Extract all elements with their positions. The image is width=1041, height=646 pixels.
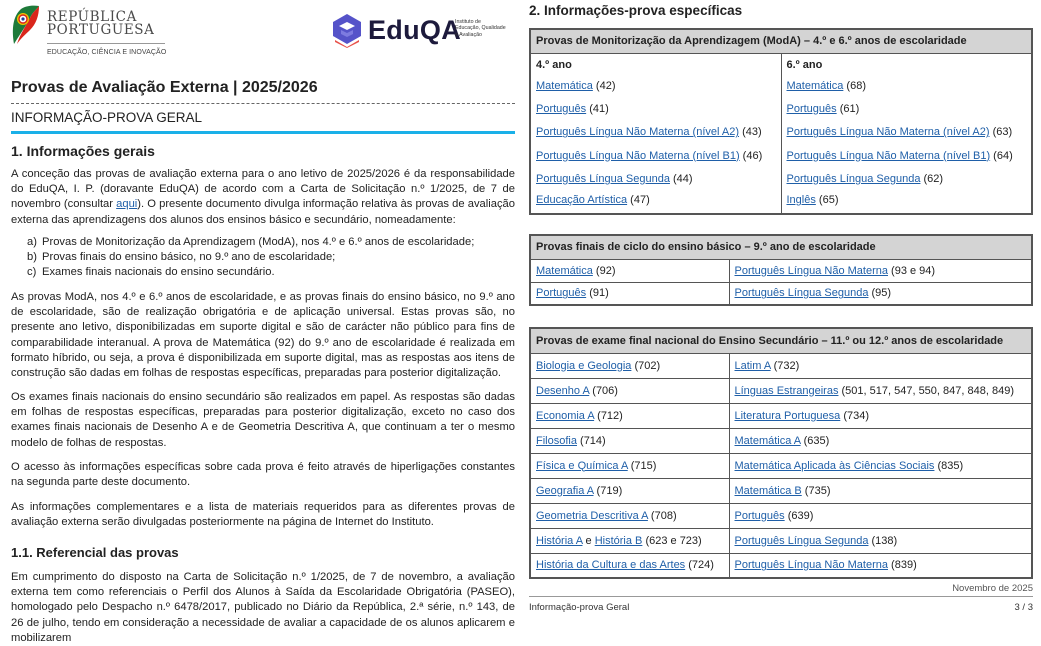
list-item xyxy=(27,265,517,280)
exam-code: (43) xyxy=(739,126,762,139)
exam-code: (735) xyxy=(801,484,831,497)
document-subtitle: INFORMAÇÃO-PROVA GERAL xyxy=(11,110,203,125)
complementary-paragraph: As informações complementares e a lista de materiais requeridos para as diferentes provas de avaliação externa serão divulgadas posteriormente na página de Internet do Instituto. xyxy=(11,501,515,529)
exam-link[interactable]: Português Língua Segunda xyxy=(536,172,670,185)
exam-link[interactable]: Matemática A xyxy=(734,434,801,447)
exam-link[interactable]: Português xyxy=(786,102,837,115)
intro-paragraph xyxy=(11,167,515,228)
exam-link[interactable]: Matemática xyxy=(786,79,844,92)
exam-link[interactable]: Português xyxy=(536,287,587,300)
footer-document-name: Informação-prova Geral xyxy=(529,602,630,613)
list-item xyxy=(27,250,517,265)
table-cell xyxy=(729,478,1032,503)
eduqa-sub-1: Instituto de xyxy=(455,19,481,25)
exam-code: (719) xyxy=(593,484,623,497)
exam-code: (702) xyxy=(631,359,661,372)
ministry-name: EDUCAÇÃO, CIÊNCIA E INOVAÇÃO xyxy=(47,49,167,56)
basico-table xyxy=(529,234,1033,306)
exam-code: (623 e 723) xyxy=(642,534,702,547)
document-title: Provas de Avaliação Externa | 2025/2026 xyxy=(11,79,318,96)
table-cell xyxy=(530,453,729,478)
table-cell xyxy=(729,553,1032,578)
list-text: Exames finais nacionais do ensino secundário. xyxy=(42,266,275,279)
table-row xyxy=(530,403,1032,428)
access-paragraph: O acesso às informações específicas sobre cada prova é feito através de hiperligações constantes na segunda parte deste documento. xyxy=(11,461,515,489)
table-cell xyxy=(530,190,781,213)
exam-code: (839) xyxy=(888,559,917,572)
intro-text-a: A conceção das provas de avaliação externa para o ano letivo de 2025/2026 é da responsabilidade do EduQA, I. P. (doravante EduQA) de acordo com a Carta de Solicitação n.º 1/2025, de 7 de novembro (consultar xyxy=(11,168,515,211)
table-cell xyxy=(530,282,729,305)
exam-code: (835) xyxy=(934,459,964,472)
exam-link[interactable]: Latim A xyxy=(734,359,771,372)
table-cell xyxy=(729,453,1032,478)
eduqa-wordmark xyxy=(368,15,461,46)
table-cell xyxy=(530,503,729,528)
eduqa-word-a: EduQ xyxy=(368,15,442,45)
logo-line-2: PORTUGUESA xyxy=(47,22,155,38)
table-row xyxy=(530,121,1032,144)
exam-link[interactable]: Inglês xyxy=(786,194,816,207)
exam-code: (712) xyxy=(594,409,623,422)
exam-link[interactable]: Geometria Descritiva A xyxy=(536,509,648,522)
moda-table xyxy=(529,28,1033,215)
table-cell xyxy=(530,144,781,167)
exam-code: (501, 517, 547, 550, 847, 848, 849) xyxy=(838,384,1014,397)
exam-code: (44) xyxy=(669,172,693,185)
exam-code: (64) xyxy=(990,149,1013,162)
dashed-divider xyxy=(11,103,515,104)
exam-code: (715) xyxy=(627,459,657,472)
footer-divider xyxy=(529,596,1033,597)
section-1-heading: 1. Informações gerais xyxy=(11,143,155,159)
table-row xyxy=(530,167,1032,190)
intro-text-b: ). O presente documento divulga informação relativa às provas de avaliação externa das aprendizagens dos alunos dos ensinos básico e secundário, nomeadamente: xyxy=(11,198,515,226)
table-row xyxy=(530,503,1032,528)
logo-line-1: REPÚBLICA xyxy=(47,9,137,25)
table-cell xyxy=(530,97,781,120)
list-marker: b) xyxy=(27,251,37,264)
exam-link[interactable]: Literatura Portuguesa xyxy=(734,409,841,422)
exam-link[interactable]: Matemática xyxy=(536,264,593,277)
exam-code: (95) xyxy=(868,287,892,300)
table-row xyxy=(530,453,1032,478)
table-row xyxy=(530,259,1032,282)
table-cell xyxy=(781,74,1032,97)
exam-code: (635) xyxy=(800,434,830,447)
table-cell xyxy=(729,259,1032,282)
table-cell xyxy=(530,428,729,453)
table-cell xyxy=(530,403,729,428)
republica-portuguesa-logo xyxy=(10,2,170,60)
secundario-paragraph: Os exames finais nacionais do ensino secundário são realizados em papel. As respostas são dadas em folhas de respostas específicas, preparadas para posterior digitalização, exceto no caso dos exames finais nacionais de Desenho A e de Geometria Descritiva A, que continuam a ter o mesmo modelo de folhas de respostas. xyxy=(11,391,515,449)
table-cell xyxy=(729,428,1032,453)
table-row xyxy=(530,478,1032,503)
footer-date: Novembro de 2025 xyxy=(952,583,1033,594)
eduqa-graduation-cap-icon xyxy=(331,12,363,48)
table-cell xyxy=(530,74,781,97)
logo-divider xyxy=(47,43,165,44)
exam-code: (708) xyxy=(647,509,677,522)
exam-code: (68) xyxy=(843,79,866,92)
exam-code: (724) xyxy=(685,559,714,572)
exam-link[interactable]: Matemática Aplicada às Ciências Sociais xyxy=(734,459,935,472)
table-row xyxy=(530,144,1032,167)
eduqa-logo xyxy=(331,12,521,48)
list-text: Provas finais do ensino básico, no 9.º ano de escolaridade; xyxy=(42,251,336,264)
exam-link[interactable]: Biologia e Geologia xyxy=(536,359,632,372)
exam-link[interactable]: Matemática xyxy=(536,79,593,92)
moda-table-title: Provas de Monitorização da Aprendizagem (ModA) – 4.º e 6.º anos de escolaridade xyxy=(530,29,1032,53)
exam-code: (65) xyxy=(815,194,839,207)
table-row xyxy=(530,553,1032,578)
table-cell xyxy=(781,121,1032,144)
list-item xyxy=(27,235,517,250)
section-1-1-heading: 1.1. Referencial das provas xyxy=(11,545,179,560)
table-cell xyxy=(781,144,1032,167)
table-cell xyxy=(530,553,729,578)
table-row xyxy=(530,353,1032,378)
exam-link[interactable]: Português Língua Não Materna (nível A2) xyxy=(786,126,990,139)
list-marker: c) xyxy=(27,266,37,279)
eduqa-sub-2: Educação, Qualidade xyxy=(455,25,506,32)
exam-code: (61) xyxy=(836,102,860,115)
exam-link[interactable]: História B xyxy=(594,534,643,547)
exam-link[interactable]: Português Língua Segunda xyxy=(786,172,921,185)
exam-type-list xyxy=(27,235,517,281)
table-row xyxy=(530,378,1032,403)
list-text: Provas de Monitorização da Aprendizagem (ModA), nos 4.º e 6.º anos de escolaridade; xyxy=(42,236,475,248)
table-cell xyxy=(729,378,1032,403)
table-cell xyxy=(530,528,729,553)
exam-link[interactable]: História da Cultura e das Artes xyxy=(536,559,686,572)
page-number: 3 / 3 xyxy=(1014,602,1033,613)
moda-paragraph: As provas ModA, nos 4.º e 6.º anos de escolaridade, e as provas finais do ensino básico, no 9.º ano de escolaridade, são de realização obrigatória e de aplicação universal. Estas provas são, no presente ano letivo, disponibilizadas em suporte digital e são de carácter não público para fins de comparabilidade interanual. A prova de Matemática (92) do 9.º ano de escolaridade é realizada em formato híbrido, ou seja, a prova é disponibilizada em suporte digital, mas as respostas aos itens de construção são dadas em folhas de respostas específicas, preparadas para posterior digitalização. xyxy=(11,291,515,380)
exam-link[interactable]: Português Língua Segunda xyxy=(734,534,869,547)
table-cell xyxy=(781,190,1032,213)
eduqa-word-b: A xyxy=(441,15,462,45)
exam-link[interactable]: Línguas Estrangeiras xyxy=(734,384,839,397)
table-row xyxy=(530,528,1032,553)
table-cell xyxy=(530,478,729,503)
col-header-6-ano: 6.º ano xyxy=(781,53,1032,74)
exam-link[interactable]: Português xyxy=(536,102,587,115)
exam-code: (46) xyxy=(739,149,763,162)
table-cell xyxy=(729,282,1032,305)
secundario-table xyxy=(529,327,1033,579)
exam-link[interactable]: Português Língua Não Materna xyxy=(734,264,888,277)
portugal-emblem-icon xyxy=(10,4,40,46)
basico-table-title: Provas finais de ciclo do ensino básico – 9.º ano de escolaridade xyxy=(530,235,1032,259)
table-cell xyxy=(530,167,781,190)
exam-code: (62) xyxy=(920,172,944,185)
table-cell xyxy=(781,167,1032,190)
exam-link[interactable]: Educação Artística xyxy=(536,194,628,207)
exam-link[interactable]: Português Língua Não Materna (nível B1) xyxy=(786,149,991,162)
exam-code: (639) xyxy=(784,509,814,522)
table-cell xyxy=(729,503,1032,528)
eduqa-subtitle xyxy=(455,19,506,38)
table-row xyxy=(530,97,1032,120)
exam-link[interactable]: Português Língua Não Materna xyxy=(734,559,888,572)
table-cell xyxy=(530,353,729,378)
exam-link[interactable]: Física e Química A xyxy=(536,459,628,472)
table-cell xyxy=(781,97,1032,120)
exam-link[interactable]: Desenho A xyxy=(536,384,590,397)
eduqa-sub-3: e Avaliação xyxy=(455,31,482,38)
referencial-paragraph: Em cumprimento do disposto na Carta de Solicitação n.º 1/2025, de 7 de novembro, a avaliação externa tem como referenciais o Perfil dos Alunos à Saída da Escolaridade Obrigatória (PASEO), homologado pelo Despacho n.º 6478/2017, publicado no Diário da República, 2.ª série, n.º 143, de 26 de julho, tendo em consideração a necessidade de avaliar a capacidade de os alunos aplicarem e mobilizarem xyxy=(11,571,515,644)
exam-code: (41) xyxy=(586,102,609,115)
exam-code: (91) xyxy=(586,287,609,300)
table-cell xyxy=(530,378,729,403)
exam-link[interactable]: Português Língua Segunda xyxy=(734,287,869,300)
exam-link[interactable]: Matemática B xyxy=(734,484,802,497)
exam-code: (47) xyxy=(627,194,650,207)
table-row xyxy=(530,428,1032,453)
exam-code: (706) xyxy=(589,384,618,397)
table-cell xyxy=(530,259,729,282)
table-row xyxy=(530,74,1032,97)
exam-code: (93 e 94) xyxy=(888,264,936,277)
page-right xyxy=(525,0,1041,624)
table-cell xyxy=(729,403,1032,428)
connector-text: e xyxy=(582,534,595,547)
col-header-4-ano: 4.º ano xyxy=(530,53,781,74)
exam-code: (734) xyxy=(840,409,870,422)
exam-link[interactable]: Português Língua Não Materna (nível B1) xyxy=(536,149,740,162)
exam-code: (714) xyxy=(576,434,606,447)
table-cell xyxy=(729,528,1032,553)
section-2-heading: 2. Informações-prova específicas xyxy=(529,3,743,18)
table-row xyxy=(530,282,1032,305)
exam-link[interactable]: Economia A xyxy=(536,409,595,422)
exam-link[interactable]: Filosofia xyxy=(536,434,577,447)
accent-divider xyxy=(11,131,515,134)
table-cell xyxy=(729,353,1032,378)
exam-link[interactable]: Geografia A xyxy=(536,484,594,497)
aqui-link[interactable]: aqui xyxy=(116,198,138,211)
exam-code: (732) xyxy=(770,359,800,372)
exam-code: (138) xyxy=(868,534,898,547)
exam-code: (92) xyxy=(592,264,616,277)
exam-code: (42) xyxy=(592,79,616,92)
secundario-table-title: Provas de exame final nacional do Ensino Secundário – 11.º ou 12.º anos de escolaridade xyxy=(530,328,1032,353)
exam-link[interactable]: História A xyxy=(536,534,583,547)
republica-portuguesa-name xyxy=(47,11,154,37)
exam-code: (63) xyxy=(989,126,1013,139)
exam-link[interactable]: Português Língua Não Materna (nível A2) xyxy=(536,126,740,139)
exam-link[interactable]: Português xyxy=(734,509,785,522)
list-marker: a) xyxy=(27,236,37,248)
table-row xyxy=(530,190,1032,213)
table-cell xyxy=(530,121,781,144)
